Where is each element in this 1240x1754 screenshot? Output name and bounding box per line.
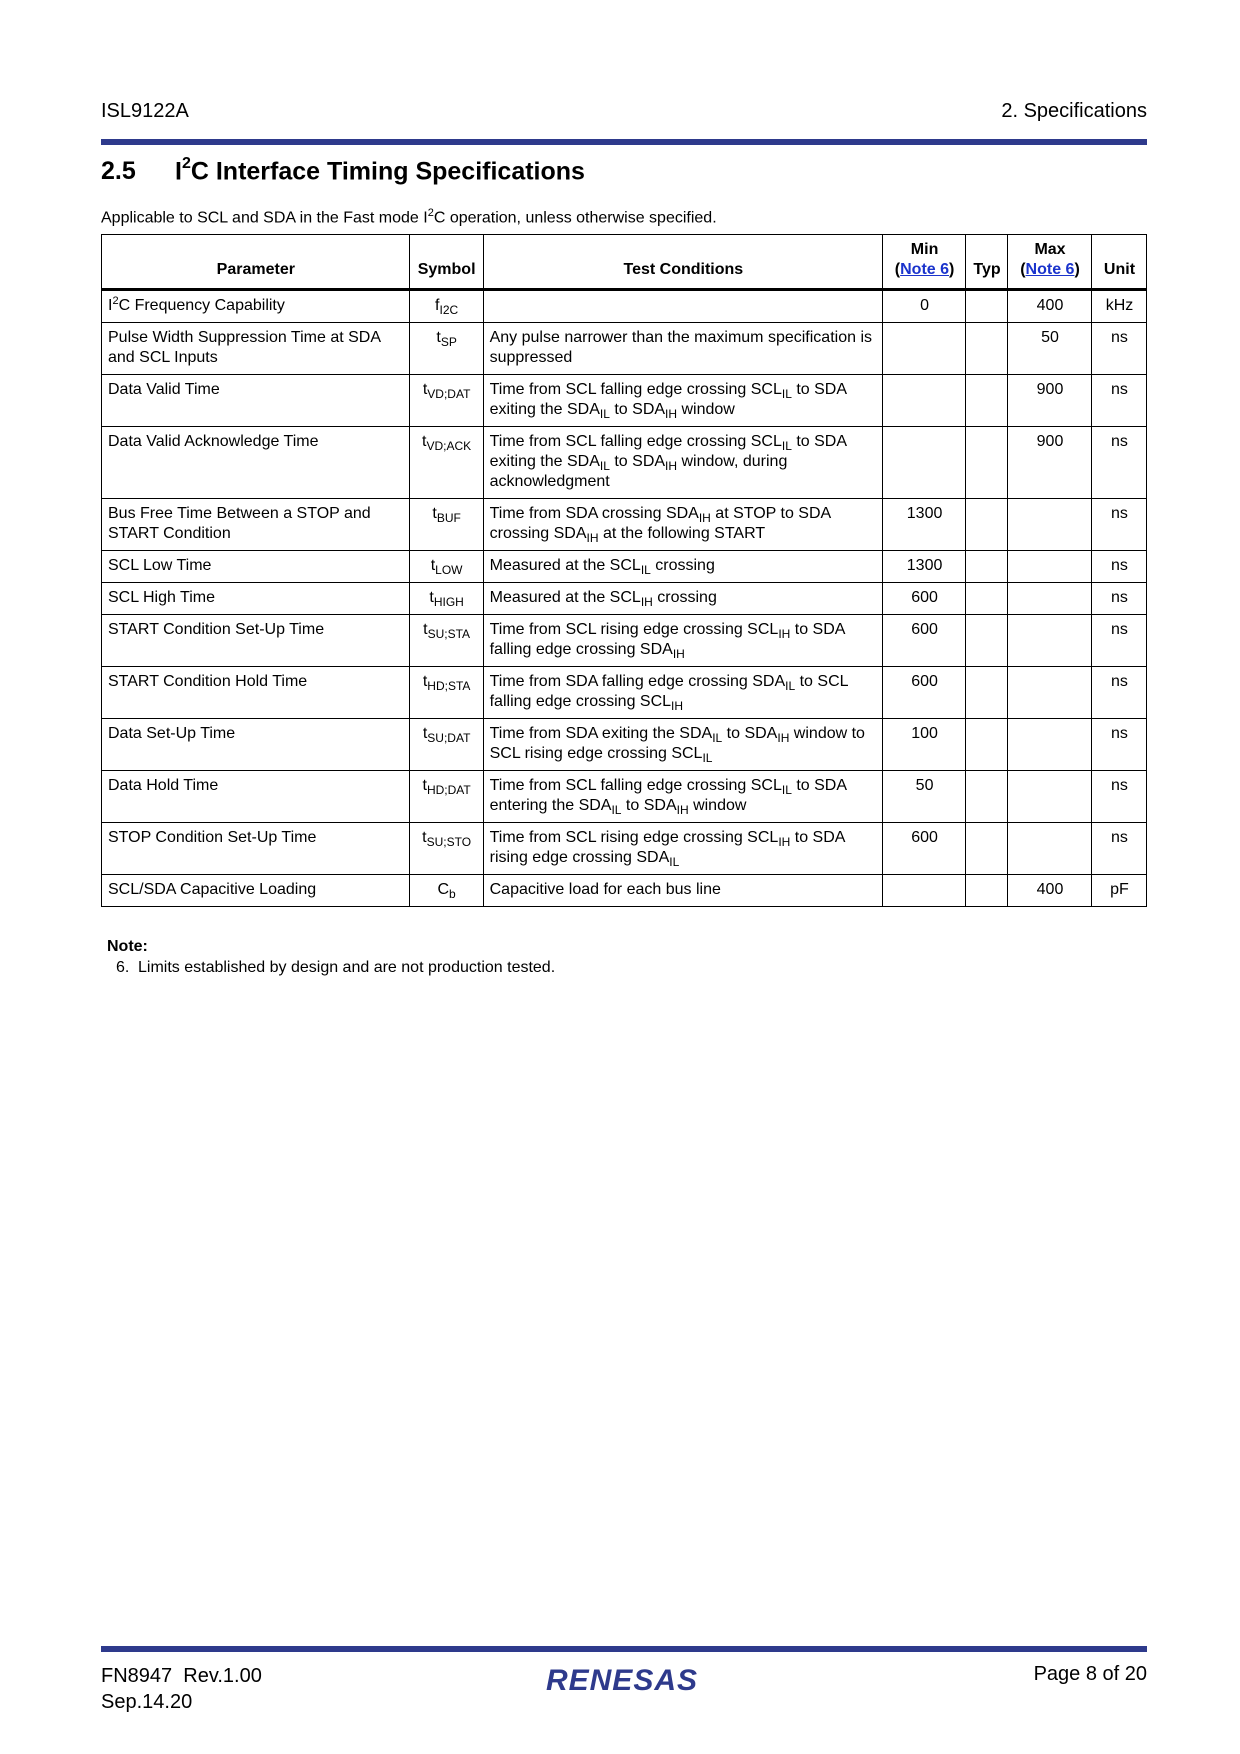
condition-sub: IH: [586, 531, 599, 545]
cell-symbol: [409, 719, 483, 771]
header-doc-title: ISL9122A: [101, 100, 189, 122]
symbol-main: t: [429, 589, 434, 606]
note-title: Note:: [107, 938, 148, 955]
symbol-main: t: [432, 505, 437, 522]
cell-parameter: [102, 667, 410, 719]
cell-typ: [966, 875, 1008, 907]
cell-parameter: [102, 615, 410, 667]
symbol-main: f: [435, 297, 440, 314]
cell-test-conditions: [483, 551, 883, 583]
parameter-text: SCL/SDA Capacitive Loading: [108, 881, 317, 898]
condition-text: window to SCL rising edge crossing SCL: [489, 725, 865, 762]
cell-max: 400: [1008, 290, 1092, 323]
condition-sub: IH: [676, 803, 689, 817]
cell-unit: ns: [1091, 583, 1146, 615]
cell-test-conditions: [483, 583, 883, 615]
condition-text: at the following START: [598, 525, 766, 542]
cell-test-conditions: [483, 323, 883, 375]
condition-text: window: [688, 797, 747, 814]
symbol-sub: SU;STO: [426, 835, 472, 849]
cell-parameter: [102, 323, 410, 375]
timing-spec-table: [101, 234, 1147, 907]
table-row: [102, 290, 1147, 323]
parameter-text: Data Hold Time: [108, 777, 219, 794]
cell-typ: [966, 615, 1008, 667]
parameter-text: START Condition Set-Up Time: [108, 621, 325, 638]
cell-typ: [966, 290, 1008, 323]
condition-text: to SDA: [609, 401, 666, 418]
col-header-parameter: Parameter: [102, 235, 410, 290]
cell-symbol: [409, 323, 483, 375]
symbol-main: t: [422, 433, 427, 450]
cell-parameter: [102, 875, 410, 907]
table-row: [102, 771, 1147, 823]
cell-parameter: [102, 823, 410, 875]
cell-min: 600: [883, 823, 966, 875]
parameter-text: Data Valid Acknowledge Time: [108, 433, 319, 450]
parameter-text: START Condition Hold Time: [108, 673, 308, 690]
section-heading: [101, 157, 585, 186]
cell-parameter: [102, 583, 410, 615]
condition-text: Capacitive load for each bus line: [489, 881, 721, 898]
footer-doc-id: FN8947 Rev.1.00: [101, 1665, 262, 1687]
cell-symbol: [409, 290, 483, 323]
cell-typ: [966, 551, 1008, 583]
cell-typ: [966, 499, 1008, 551]
table-row: [102, 719, 1147, 771]
section-title-pre: I: [175, 157, 182, 186]
cell-min: [883, 427, 966, 499]
condition-sub: IL: [781, 783, 792, 797]
cell-symbol: [409, 551, 483, 583]
cell-unit: ns: [1091, 323, 1146, 375]
condition-sub: IL: [669, 855, 680, 869]
intro-sup: 2: [427, 207, 434, 219]
cell-min: [883, 875, 966, 907]
condition-text: window, during acknowledgment: [489, 453, 788, 490]
condition-sub: IH: [671, 699, 684, 713]
cell-unit: ns: [1091, 427, 1146, 499]
symbol-sub: I2C: [439, 303, 459, 317]
condition-text: Time from SDA falling edge crossing SDA: [489, 673, 786, 690]
condition-sub: IH: [777, 731, 790, 745]
cell-min: 600: [883, 615, 966, 667]
cell-unit: kHz: [1091, 290, 1146, 323]
cell-typ: [966, 667, 1008, 719]
cell-min: 1300: [883, 499, 966, 551]
symbol-main: t: [422, 381, 428, 398]
col-header-max: [1008, 235, 1092, 290]
footer-date: Sep.14.20: [101, 1691, 193, 1713]
cell-typ: [966, 771, 1008, 823]
cell-typ: [966, 583, 1008, 615]
table-body: [102, 290, 1147, 907]
cell-symbol: [409, 875, 483, 907]
cell-typ: [966, 719, 1008, 771]
cell-test-conditions: [483, 290, 883, 323]
cell-max: 400: [1008, 875, 1092, 907]
symbol-main: t: [422, 777, 427, 794]
parameter-text: Bus Free Time Between a STOP and START Condition: [108, 505, 371, 542]
condition-text: to SDA exiting the SDA: [489, 381, 847, 418]
condition-text: window: [677, 401, 735, 418]
symbol-sub: LOW: [435, 563, 463, 577]
logo-wordmark: RENESAS: [545, 1664, 699, 1697]
parameter-text: STOP Condition Set-Up Time: [108, 829, 317, 846]
parameter-text: I: [108, 297, 113, 314]
cell-min: 100: [883, 719, 966, 771]
condition-text: to SDA: [609, 453, 666, 470]
symbol-main: t: [422, 829, 427, 846]
condition-text: crossing: [650, 557, 715, 574]
symbol-main: t: [422, 725, 428, 742]
symbol-sub: HD;DAT: [426, 783, 471, 797]
condition-text: Time from SCL rising edge crossing SCL: [489, 621, 779, 638]
cell-symbol: [409, 823, 483, 875]
cell-max: [1008, 823, 1092, 875]
cell-min: 0: [883, 290, 966, 323]
note-text: Limits established by design and are not production tested.: [138, 959, 556, 976]
cell-test-conditions: [483, 823, 883, 875]
cell-test-conditions: [483, 667, 883, 719]
max-note-ref: (Note 6): [1020, 261, 1080, 278]
intro-text: [101, 207, 717, 227]
min-note-ref: (Note 6): [894, 261, 955, 278]
cell-symbol: [409, 667, 483, 719]
condition-sub: IL: [781, 439, 792, 453]
parameter-text: SCL High Time: [108, 589, 215, 606]
symbol-sub: b: [449, 887, 456, 901]
condition-sub: IL: [599, 459, 610, 473]
cell-symbol: [409, 499, 483, 551]
cell-max: [1008, 615, 1092, 667]
section-number: 2.5: [101, 157, 136, 186]
condition-sub: IH: [778, 627, 791, 641]
cell-unit: ns: [1091, 823, 1146, 875]
symbol-main: t: [422, 673, 428, 690]
cell-unit: ns: [1091, 499, 1146, 551]
cell-parameter: [102, 551, 410, 583]
intro-pre: Applicable to SCL and SDA in the Fast mode I: [101, 209, 428, 227]
parameter-text: C Frequency Capability: [118, 297, 285, 314]
cell-unit: ns: [1091, 375, 1146, 427]
footer-doc-info: [101, 1663, 262, 1715]
table-row: [102, 375, 1147, 427]
table-row: [102, 667, 1147, 719]
condition-sub: IL: [611, 803, 622, 817]
cell-symbol: [409, 583, 483, 615]
parameter-text: Data Set-Up Time: [108, 725, 236, 742]
cell-max: [1008, 771, 1092, 823]
cell-parameter: [102, 290, 410, 323]
cell-typ: [966, 323, 1008, 375]
symbol-main: t: [423, 621, 428, 638]
section-title-sup: 2: [181, 155, 191, 172]
condition-text: Time from SCL falling edge crossing SCL: [489, 433, 782, 450]
condition-sub: IH: [665, 459, 678, 473]
table-row: [102, 323, 1147, 375]
cell-unit: ns: [1091, 551, 1146, 583]
cell-test-conditions: [483, 719, 883, 771]
symbol-sub: HD;STA: [427, 679, 471, 693]
condition-sub: IL: [599, 407, 610, 421]
cell-max: 50: [1008, 323, 1092, 375]
cell-unit: ns: [1091, 667, 1146, 719]
condition-text: Time from SCL rising edge crossing SCL: [489, 829, 779, 846]
note-number: 6.: [116, 959, 130, 976]
condition-text: Time from SDA crossing SDA: [489, 505, 699, 522]
condition-sub: IL: [640, 563, 651, 577]
cell-symbol: [409, 375, 483, 427]
symbol-sub: BUF: [436, 511, 461, 525]
cell-test-conditions: [483, 875, 883, 907]
cell-typ: [966, 375, 1008, 427]
symbol-sub: HIGH: [433, 595, 464, 609]
cell-test-conditions: [483, 771, 883, 823]
cell-parameter: [102, 499, 410, 551]
cell-parameter: [102, 771, 410, 823]
symbol-sub: VD;ACK: [426, 439, 472, 453]
condition-sub: IH: [778, 835, 791, 849]
cell-min: [883, 375, 966, 427]
cell-unit: pF: [1091, 875, 1146, 907]
condition-sub: IH: [672, 647, 685, 661]
cell-min: 50: [883, 771, 966, 823]
condition-text: to SCL falling edge crossing SCL: [489, 673, 848, 710]
symbol-main: C: [437, 881, 450, 898]
condition-sub: IL: [781, 387, 792, 401]
cell-parameter: [102, 427, 410, 499]
symbol-sub: SP: [440, 335, 457, 349]
parameter-text: Pulse Width Suppression Time at SDA and SCL Inputs: [108, 329, 381, 366]
table-row: [102, 615, 1147, 667]
cell-max: [1008, 719, 1092, 771]
parameter-sup: 2: [112, 295, 119, 307]
cell-min: 1300: [883, 551, 966, 583]
cell-min: [883, 323, 966, 375]
condition-text: to SDA entering the SDA: [489, 777, 847, 814]
cell-min: 600: [883, 667, 966, 719]
cell-test-conditions: [483, 427, 883, 499]
table-row: [102, 427, 1147, 499]
cell-parameter: [102, 719, 410, 771]
max-note-link[interactable]: Note 6: [1025, 261, 1075, 278]
symbol-main: t: [430, 557, 436, 574]
cell-symbol: [409, 427, 483, 499]
cell-test-conditions: [483, 375, 883, 427]
condition-text: to SDA: [722, 725, 778, 742]
condition-sub: IL: [702, 751, 713, 765]
condition-text: Measured at the SCL: [489, 589, 641, 606]
col-header-unit: Unit: [1091, 235, 1146, 290]
cell-max: [1008, 551, 1092, 583]
cell-typ: [966, 823, 1008, 875]
condition-sub: IH: [665, 407, 678, 421]
cell-max: [1008, 499, 1092, 551]
cell-unit: ns: [1091, 615, 1146, 667]
min-note-link[interactable]: Note 6: [900, 261, 950, 278]
condition-text: Time from SCL falling edge crossing SCL: [489, 777, 782, 794]
cell-max: 900: [1008, 375, 1092, 427]
condition-text: to SDA falling edge crossing SDA: [489, 621, 845, 658]
cell-symbol: [409, 615, 483, 667]
renesas-logo: [531, 1659, 714, 1699]
cell-max: [1008, 667, 1092, 719]
condition-text: Measured at the SCL: [489, 557, 641, 574]
header-rule: [101, 139, 1147, 145]
cell-typ: [966, 427, 1008, 499]
cell-unit: ns: [1091, 719, 1146, 771]
condition-sub: IL: [712, 731, 723, 745]
condition-text: Time from SDA exiting the SDA: [489, 725, 713, 742]
intro-post: C operation, unless otherwise specified.: [433, 209, 717, 227]
parameter-text: Data Valid Time: [108, 381, 220, 398]
condition-sub: IH: [640, 595, 653, 609]
table-row: [102, 823, 1147, 875]
condition-text: Any pulse narrower than the maximum specification is suppressed: [489, 329, 872, 366]
table-row: [102, 583, 1147, 615]
cell-max: 900: [1008, 427, 1092, 499]
parameter-text: SCL Low Time: [108, 557, 212, 574]
condition-sub: IL: [785, 679, 796, 693]
footer-page-number: Page 8 of 20: [1033, 1663, 1147, 1685]
symbol-sub: VD;DAT: [427, 387, 471, 401]
table-row: [102, 499, 1147, 551]
cell-min: 600: [883, 583, 966, 615]
cell-test-conditions: [483, 615, 883, 667]
symbol-main: t: [436, 329, 441, 346]
note-item: [116, 959, 555, 977]
max-label: Max: [1034, 241, 1066, 258]
condition-sub: IH: [698, 511, 711, 525]
condition-text: crossing: [652, 589, 717, 606]
condition-text: to SDA rising edge crossing SDA: [489, 829, 845, 866]
cell-unit: ns: [1091, 771, 1146, 823]
table-row: [102, 551, 1147, 583]
table-header-row: [102, 235, 1147, 290]
cell-max: [1008, 583, 1092, 615]
condition-text: at STOP to SDA crossing SDA: [489, 505, 831, 542]
symbol-sub: SU;DAT: [427, 731, 471, 745]
symbol-sub: SU;STA: [427, 627, 471, 641]
min-label: Min: [910, 241, 939, 258]
cell-symbol: [409, 771, 483, 823]
cell-test-conditions: [483, 499, 883, 551]
condition-text: Time from SCL falling edge crossing SCL: [489, 381, 782, 398]
condition-text: to SDA exiting the SDA: [489, 433, 847, 470]
table-row: [102, 875, 1147, 907]
header-section-name: 2. Specifications: [1001, 100, 1147, 122]
col-header-typ: Typ: [966, 235, 1008, 290]
condition-text: to SDA: [621, 797, 677, 814]
footer-rule: [101, 1646, 1147, 1652]
col-header-test-conditions: Test Conditions: [483, 235, 883, 290]
section-title-post: C Interface Timing Specifications: [190, 157, 585, 186]
col-header-min: [883, 235, 966, 290]
col-header-symbol: Symbol: [409, 235, 483, 290]
cell-parameter: [102, 375, 410, 427]
